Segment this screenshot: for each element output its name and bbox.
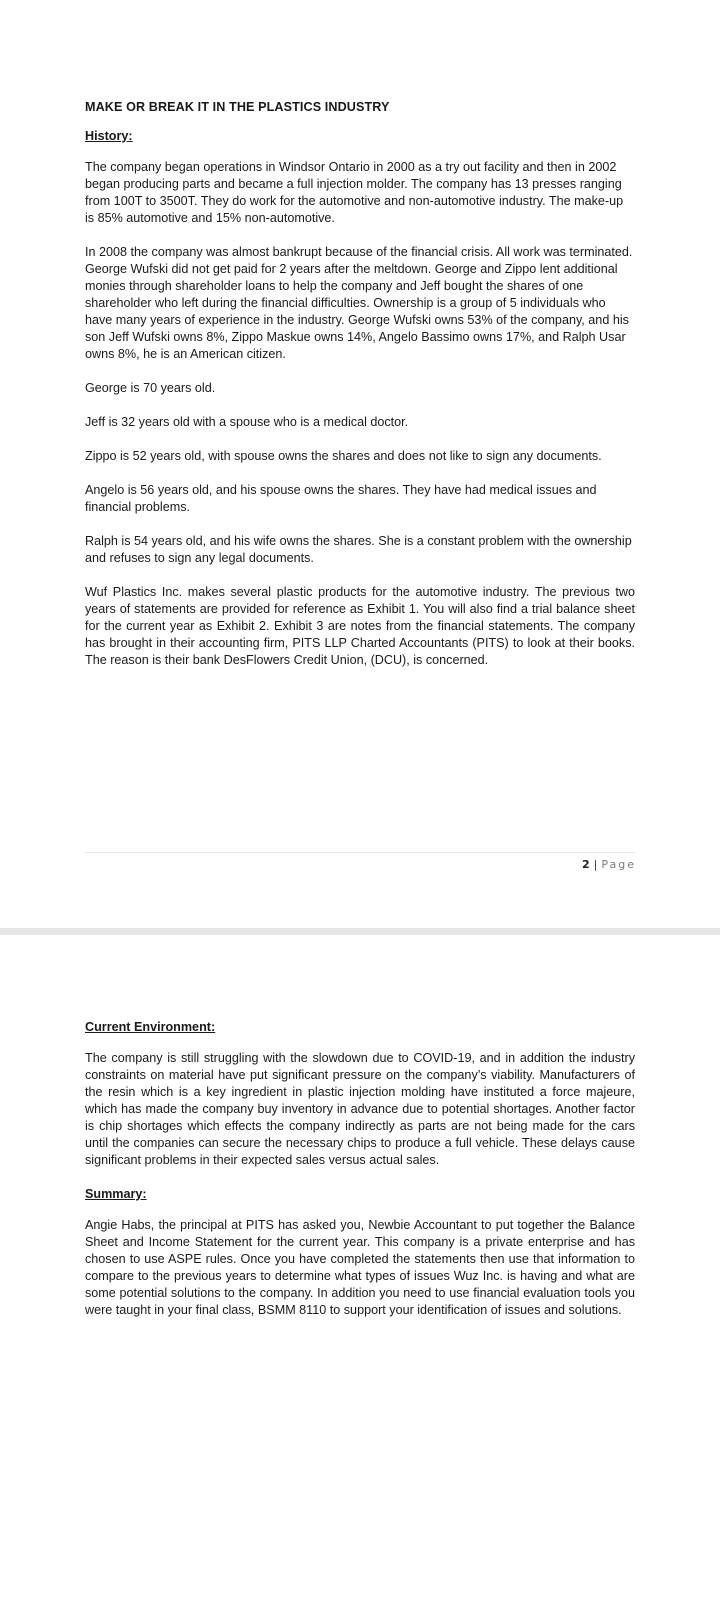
- george-age-line: George is 70 years old.: [85, 381, 216, 395]
- page-number-separator: |: [593, 858, 598, 871]
- ralph-age-line: Ralph is 54 years old, and his wife owns the shares. She is a constant problem with the ownership and refuses to sign any legal documents.: [85, 534, 632, 565]
- company-overview-paragraph: Wuf Plastics Inc. makes several plastic products for the automotive industry. The previous two years of statements are provided for reference as Exhibit 1. You will also find a trial balance sheet for the current year as Exhibit 2. Exhibit 3 are notes from the financial statements. The company has brought in their accounting firm, PITS LLP Charted Accountants (PITS) to look at their books. The reason is their bank DesFlowers Credit Union, (DCU), is concerned.: [85, 585, 635, 667]
- zippo-age-line: Zippo is 52 years old, with spouse owns the shares and does not like to sign any documents.: [85, 449, 602, 463]
- page-footer: [582, 858, 636, 871]
- summary-paragraph: Angie Habs, the principal at PITS has asked you, Newbie Accountant to put together the Balance Sheet and Income Statement for the current year. This company is a private enterprise and has chosen to use ASPE rules. Once you have completed the statements then use that information to compare to the previous years to determine what types of issues Wuz Inc. is having and what are some potential solutions to the company. In addition you need to use financial evaluation tools you were taught in your final class, BSMM 8110 to support your identification of issues and solutions.: [85, 1218, 635, 1317]
- jeff-age-line: Jeff is 32 years old with a spouse who is a medical doctor.: [85, 415, 409, 429]
- history-paragraph-2: In 2008 the company was almost bankrupt because of the financial crisis. All work was terminated. George Wufski did not get paid for 2 years after the meltdown. George and Zippo lent additional monies through shareholder loans to help the company and Jeff bought the shares of one shareholder who left during the financial difficulties. Ownership is a group of 5 individuals who have many years of experience in the industry. George Wufski owns 53% of the company, and his son Jeff Wufski owns 8%, Zippo Maskue owns 14%, Angelo Bassimo owns 17%, and Ralph Usar owns 8%, he is an American citizen.: [85, 245, 633, 361]
- history-heading: History:: [85, 129, 133, 143]
- page-1-body: [85, 99, 635, 686]
- angelo-age-line: Angelo is 56 years old, and his spouse owns the shares. They have had medical issues and financial problems.: [85, 483, 597, 514]
- history-paragraph-1: The company began operations in Windsor Ontario in 2000 as a try out facility and then in 2002 began producing parts and became a full injection molder. The company has 13 presses ranging from 100T to 3500T. They do work for the automotive and non-automotive industry. The make-up is 85% automotive and 15% non-automotive.: [85, 160, 624, 225]
- page-2-body: [85, 1019, 635, 1336]
- document-title: MAKE OR BREAK IT IN THE PLASTICS INDUSTRY: [85, 100, 390, 114]
- current-environment-heading: Current Environment:: [85, 1020, 216, 1034]
- current-environment-paragraph: The company is still struggling with the slowdown due to COVID-19, and in addition the industry constraints on material have put significant pressure on the company’s viability. Manufacturers of the resin which is a key ingredient in plastic injection molding have instituted a force majeure, which has made the company buy inventory in advance due to potential shortages. Another factor is chip shortages which effects the company indirectly as parts are not being made for the cars until the companies can secure the necessary chips to produce a full vehicle. These delays cause significant problems in their expected sales versus actual sales.: [85, 1051, 635, 1167]
- page-label: Page: [601, 858, 636, 871]
- page-separator: [0, 928, 720, 935]
- page-number: 2: [581, 858, 590, 871]
- footer-divider: [85, 852, 635, 853]
- summary-heading: Summary:: [85, 1187, 147, 1201]
